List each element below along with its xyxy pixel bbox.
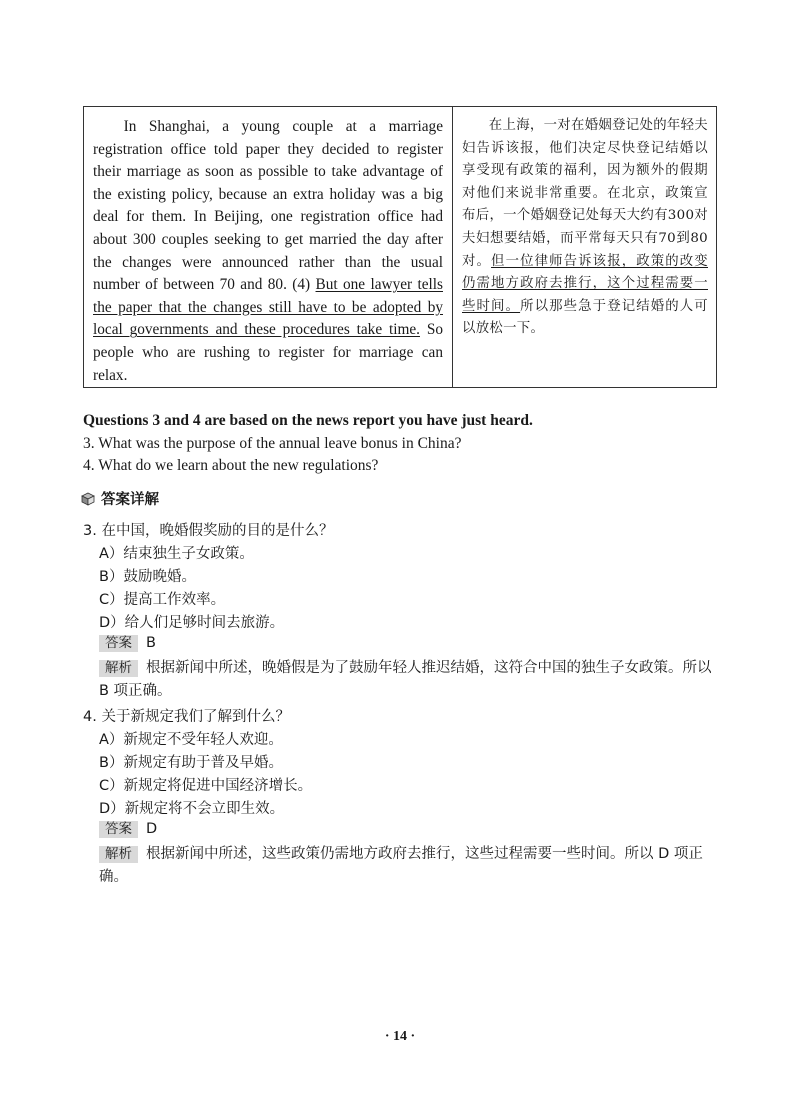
answer-tag: 答案 bbox=[99, 821, 138, 838]
q4-option-a: A）新规定不受年轻人欢迎。 bbox=[99, 732, 283, 748]
english-text-2: So people who are rushing to register for marriage can relax. bbox=[93, 321, 443, 384]
q4-stem: 4. 关于新规定我们了解到什么？ bbox=[83, 709, 290, 725]
answer-tag: 答案 bbox=[99, 635, 138, 652]
chinese-underlined-text: 但一位律师告诉该报，政策的改变仍需地方政府去推行，这个过程需要一些时间。 bbox=[462, 253, 708, 314]
english-passage bbox=[84, 107, 453, 387]
chinese-translation bbox=[453, 107, 716, 387]
answers-heading-label: 答案详解 bbox=[101, 492, 159, 508]
answer-value: B bbox=[146, 635, 156, 651]
passage-table bbox=[83, 106, 717, 388]
question-3: 3. What was the purpose of the annual leave bonus in China? bbox=[83, 435, 462, 452]
q3-option-d: D）给人们足够时间去旅游。 bbox=[99, 615, 285, 631]
page-number: · 14 · bbox=[384, 1029, 416, 1044]
chinese-text-1: 在上海，一对在婚姻登记处的年轻夫妇告诉该报，他们决定尽快登记结婚以享受现有政策的福利，因为额外的假期对他们来说非常重要。在北京，政策宣布后，一个婚姻登记处每天大约有300对夫妇想要结婚，而平常每天只有70到80对。 bbox=[462, 118, 708, 269]
english-text-1: In Shanghai, a young couple at a marriage registration office told paper they decided to register their marriage as soon as possible to take advantage of the existing policy, because an extra holiday was a big deal for them. In Beijing, one registration office had about 300 couples seeking to get married the day after the changes were announced rather than the usual number of between 70 and 80. (4) bbox=[93, 118, 443, 294]
answer-value: D bbox=[146, 821, 158, 837]
q3-option-c: C）提高工作效率。 bbox=[99, 592, 226, 608]
q4-option-d: D）新规定将不会立即生效。 bbox=[99, 801, 285, 817]
chinese-text-2: 所以那些急于登记结婚的人可以放松一下。 bbox=[462, 298, 708, 337]
q3-explanation bbox=[99, 657, 719, 703]
q3-option-b: B）鼓励晚婚。 bbox=[99, 569, 196, 585]
q4-option-c: C）新规定将促进中国经济增长。 bbox=[99, 778, 313, 794]
answers-heading bbox=[81, 488, 159, 509]
q3-option-a: A）结束独生子女政策。 bbox=[99, 546, 254, 562]
explanation-tag: 解析 bbox=[99, 660, 138, 677]
q3-answer bbox=[99, 635, 156, 652]
q4-explanation bbox=[99, 843, 719, 889]
explanation-text: 根据新闻中所述，晚婚假是为了鼓励年轻人推迟结婚，这符合中国的独生子女政策。所以 B 项正确。 bbox=[99, 660, 712, 699]
q4-answer bbox=[99, 821, 157, 838]
q4-option-b: B）新规定有助于普及早婚。 bbox=[99, 755, 283, 771]
explanation-tag: 解析 bbox=[99, 846, 138, 863]
questions-title: Questions 3 and 4 are based on the news report you have just heard. bbox=[83, 412, 533, 429]
explanation-text: 根据新闻中所述，这些政策仍需地方政府去推行，这些过程需要一些时间。所以 D 项正确。 bbox=[99, 846, 703, 885]
question-4: 4. What do we learn about the new regulations? bbox=[83, 457, 379, 474]
q3-stem: 3. 在中国，晚婚假奖励的目的是什么？ bbox=[83, 523, 334, 539]
cube-icon bbox=[81, 492, 95, 506]
english-underlined-text: But one lawyer tells the paper that the changes still have to be adopted by local governments and these procedures take time. bbox=[93, 276, 443, 339]
